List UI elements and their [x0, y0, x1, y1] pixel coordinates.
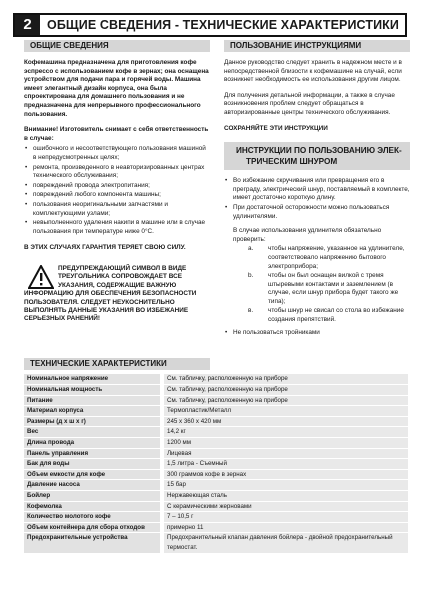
spec-key: Номинальное напряжение — [24, 374, 160, 385]
cord-list-2 — [224, 329, 410, 338]
cord-heading-line-1: ИНСТРУКЦИИ ПО ПОЛЬЗОВАНИЮ ЭЛЕК- — [236, 146, 402, 156]
spec-value: 1,5 литра - Съемный — [164, 459, 408, 470]
table-row — [24, 374, 408, 385]
spec-value: 7 – 10,5 г — [164, 512, 408, 523]
cord-list — [224, 177, 410, 221]
spec-value: Нержавеющая сталь — [164, 491, 408, 502]
spec-value: 245 х 360 х 420 мм — [164, 416, 408, 427]
table-row — [24, 533, 408, 553]
usage-paragraph-1: Данное руководство следует хранить в надежном месте и в непосредственной близости к кофемашине на случай, если возникнет необходимость ее использования другим лицом. — [224, 59, 402, 84]
table-row — [24, 512, 408, 523]
table-row — [24, 448, 408, 459]
check-text: чтобы шнур не свисал со стола во избежание создания препятствий. — [268, 307, 404, 324]
table-row — [24, 469, 408, 480]
general-intro: Кофемашина предназначена для приготовления кофе эспрессо с использованием кофе в зернах; она оснащена устройством для подачи пара и горячей воды. Машина имеет элегантный дизайн корпуса, она была спроектирована для домашнего пользования и не предназначена для непрерывного профессионального пользования. — [24, 59, 209, 118]
spec-key: Количество молотого кофе — [24, 512, 160, 523]
warranty-notice: В ЭТИХ СЛУЧАЯХ ГАРАНТИЯ ТЕРЯЕТ СВОЮ СИЛУ. — [24, 244, 186, 252]
spec-value: См. табличку, расположенную на приборе — [164, 385, 408, 396]
list-item: • повреждений любого компонента машины; — [24, 191, 210, 200]
spec-value: С керамическими жерновами — [164, 501, 408, 512]
table-row — [24, 438, 408, 449]
liability-list — [24, 145, 210, 236]
usage-paragraph-2: Для получения детальной информации, а также в случае возникновения проблем следует обращаться в авторизированные центры технического обслуживания. — [224, 91, 395, 116]
table-row — [24, 501, 408, 512]
list-item: • повреждений провода электропитания; — [24, 182, 210, 191]
spec-value: 1200 мм — [164, 438, 408, 449]
check-text: чтобы напряжение, указанное на удлинителе, соответствовало напряжению бытового электроприбора; — [268, 245, 405, 270]
spec-key: Длина провода — [24, 438, 160, 449]
spec-key: Бак для воды — [24, 459, 160, 470]
spec-value: 14,2 кг — [164, 427, 408, 438]
spec-value: 300 граммов кофе в зернах — [164, 469, 408, 480]
check-item-c — [248, 307, 410, 324]
extension-intro: В случае использования удлинителя обязательно проверить: — [233, 227, 382, 243]
usage-heading: ПОЛЬЗОВАНИЕ ИНСТРУКЦИЯМИ — [224, 40, 410, 52]
page-header — [13, 13, 407, 37]
table-row — [24, 427, 408, 438]
table-row — [24, 406, 408, 417]
table-row — [24, 385, 408, 396]
save-instructions: СОХРАНЯЙТЕ ЭТИ ИНСТРУКЦИИ — [224, 124, 328, 132]
cord-heading-line-2: ТРИЧЕСКИМ ШНУРОМ — [246, 157, 338, 167]
check-text: чтобы он был оснащен вилкой с тремя штыревыми контактами и заземлением (в случае, если шнур прибора будет такого же типа); — [268, 272, 399, 305]
cord-heading — [224, 142, 410, 170]
list-item: • невыполненного удаления накипи в машине или в случае пользования при температуре ниже 0°C. — [24, 219, 210, 236]
attention-text: Внимание! Изготовитель снимает с себя ответственность в случае: — [24, 126, 209, 142]
warning-text: ПРЕДУПРЕЖДАЮЩИЙ СИМВОЛ В ВИДЕ ТРЕУГОЛЬНИКА СОПРОВОЖДАЕТ ВСЕ УКАЗАНИЯ, СОДЕРЖАЩИЕ ВАЖНУЮ ИНФОРМАЦИЮ ДЛЯ ОБЕСПЕЧЕНИЯ БЕЗОПАСНОСТИ ПОЛЬЗОВАТЕЛЯ. СЛЕДУЕТ НЕУКОСНИТЕЛЬНО ВЫПОЛНЯТЬ ДАННЫЕ УКАЗАНИЯ ВО ИЗБЕЖАНИЕ СЕРЬЕЗНЫХ РАНЕНИЙ! — [24, 264, 197, 323]
check-item-b — [248, 272, 410, 306]
spec-key: Бойлер — [24, 491, 160, 502]
list-item: • пользования неоригинальными запчастями и комплектующими узлами; — [24, 201, 210, 218]
check-item-a — [248, 245, 410, 271]
tech-specs-section — [24, 358, 408, 554]
spec-value: 15 бар — [164, 480, 408, 491]
general-heading: ОБЩИЕ СВЕДЕНИЯ — [24, 40, 210, 52]
spec-key: Панель управления — [24, 448, 160, 459]
spec-key: Вес — [24, 427, 160, 438]
table-row — [24, 459, 408, 470]
spec-key: Объем емкости для кофе — [24, 469, 160, 480]
chapter-number: 2 — [15, 15, 40, 35]
spec-value: Предохранительный клапан давления бойлера - двойной предохранительный термостат. — [164, 533, 408, 553]
check-label: a. — [248, 245, 254, 253]
list-item: • Не пользоваться тройниками — [224, 329, 410, 338]
table-row — [24, 416, 408, 427]
check-label: в. — [248, 307, 254, 315]
spec-value: Лицевая — [164, 448, 408, 459]
table-row — [24, 480, 408, 491]
chapter-title: ОБЩИЕ СВЕДЕНИЯ - ТЕХНИЧЕСКИЕ ХАРАКТЕРИСТИКИ — [47, 18, 399, 32]
table-row — [24, 491, 408, 502]
list-item: • Во избежание скручивания или превращения его в преграду, электрический шнур, поставляемый в комплекте, имеет достаточно короткую длину. — [224, 177, 410, 203]
spec-value: Термопластик/Металл — [164, 406, 408, 417]
general-column — [24, 40, 210, 324]
specs-table — [24, 374, 408, 554]
extension-checks — [248, 245, 410, 324]
spec-key: Кофемолка — [24, 501, 160, 512]
tech-heading: ТЕХНИЧЕСКИЕ ХАРАКТЕРИСТИКИ — [24, 358, 210, 370]
table-row — [24, 395, 408, 406]
list-item: • ремонта, произведенного в неавторизированных центрах технического обслуживания; — [24, 164, 210, 181]
usage-column — [224, 40, 410, 343]
spec-key: Номинальная мощность — [24, 385, 160, 396]
warning-block — [24, 265, 210, 324]
spec-key: Объем контейнера для сбора отходов — [24, 522, 160, 533]
list-item: • При достаточной осторожности можно пользоваться удлинителями. — [224, 204, 410, 221]
spec-key: Размеры (д х ш х г) — [24, 416, 160, 427]
spec-value: См. табличку, расположенную на приборе — [164, 374, 408, 385]
spec-key: Материал корпуса — [24, 406, 160, 417]
spec-value: См. табличку, расположенную на приборе — [164, 395, 408, 406]
spec-key: Предохранительные устройства — [24, 533, 160, 553]
spec-value: примерно 11 — [164, 522, 408, 533]
check-label: b. — [248, 272, 254, 280]
warning-triangle-icon — [28, 265, 54, 289]
list-item: • ошибочного и несоответствующего пользования машиной в непредусмотренных целях; — [24, 145, 210, 162]
table-row — [24, 522, 408, 533]
spec-key: Питание — [24, 395, 160, 406]
spec-key: Давление насоса — [24, 480, 160, 491]
